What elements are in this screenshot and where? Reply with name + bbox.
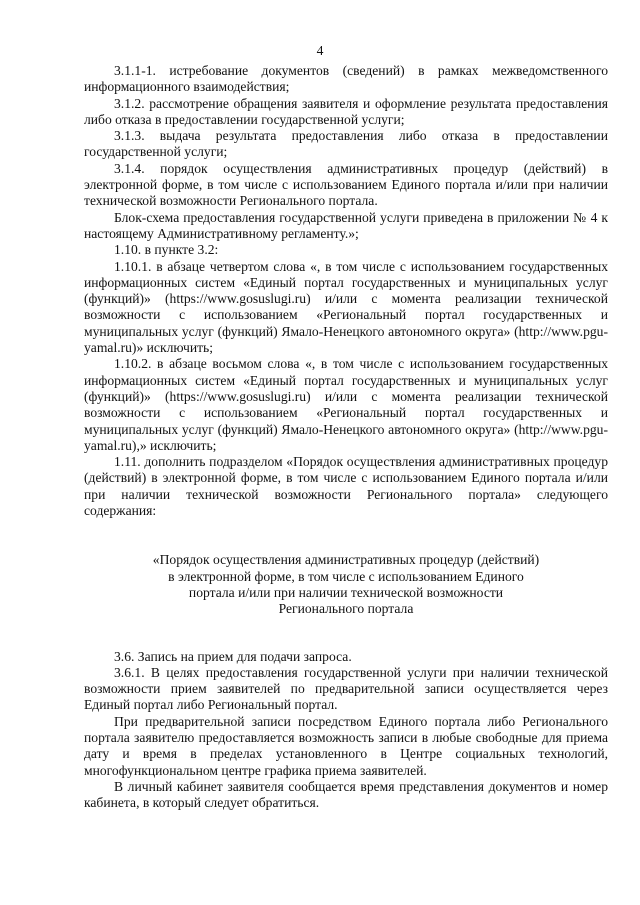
paragraph-block-scheme: Блок-схема предоставления государственной услуги приведена в приложении № 4 к настоящему Административному регламенту.»; [84,209,608,241]
paragraph-3-1-2: 3.1.2. рассмотрение обращения заявителя и оформление результата предоставления либо отказа в предоставлении государственной услуги; [84,95,608,127]
paragraph-3-1-4: 3.1.4. порядок осуществления административных процедур (действий) в электронной форме, в том числе с использованием Единого портала и/или при наличии технической возможности Регионального портала. [84,160,608,209]
paragraph-1-10-1: 1.10.1. в абзаце четвертом слова «, в том числе с использованием государственных информационных систем «Единый портал государственных и муниципальных услуг (функций)» (https://www.gosuslugi.ru) и/или с момента реализации технической возможности с использованием «Региональный портал государственных и муниципальных услуг (функций) Ямало-Ненецкого автономного округа» (http://www.pgu-yamal.ru)» исключить; [84,258,608,356]
heading-line: портала и/или при наличии технической возможности [188,584,504,600]
paragraph-1-10: 1.10. в пункте 3.2: [114,242,219,258]
paragraph-personal-account: В личный кабинет заявителя сообщается время представления документов и номер кабинета, в который следует обратиться. [84,778,608,811]
heading-line: Регионального портала [278,601,414,617]
paragraph-3-6-1: 3.6.1. В целях предоставления государственной услуги при наличии технической возможности прием заявителей по предварительной записи осуществляется через Единый портал либо Региональный портал. [84,664,608,713]
paragraph-3-1-1-1: 3.1.1-1. истребование документов (сведений) в рамках межведомственного информационного взаимодействия; [84,63,608,95]
paragraph-preliminary-record: При предварительной записи посредством Единого портала либо Регионального портала заявителю предоставляется возможность записи в любые свободные для приема дату и время в пределах установленного в Центре социальных технологий, многофункциональном центре графика приема заявителей. [84,713,608,778]
paragraph-1-10-2: 1.10.2. в абзаце восьмом слова «, в том числе с использованием государственных информационных систем «Единый портал государственных и муниципальных услуг (функций)» (https://www.gosuslugi.ru) и/или с момента реализации технической возможности с использованием «Региональный портал государственных и муниципальных услуг (функций) Ямало-Ненецкого автономного округа» (http://www.pgu-yamal.ru),» исключить; [84,356,608,453]
page-number: 4 [316,43,324,58]
paragraph-3-1-3: 3.1.3. выдача результата предоставления либо отказа в предоставлении государственной услуги; [84,128,608,160]
document-body [84,63,608,811]
paragraph-3-6: 3.6. Запись на прием для подачи запроса. [114,648,352,664]
paragraph-1-11: 1.11. дополнить подразделом «Порядок осуществления административных процедур (действий) в электронной форме, в том числе с использованием Единого портала и/или при наличии технической возможности Регионального портала» следующего содержания: [84,454,608,519]
heading-line: «Порядок осуществления административных процедур (действий) [152,552,540,568]
subsection-heading [126,552,566,617]
heading-line: в электронной форме, в том числе с использованием Единого [168,568,524,584]
